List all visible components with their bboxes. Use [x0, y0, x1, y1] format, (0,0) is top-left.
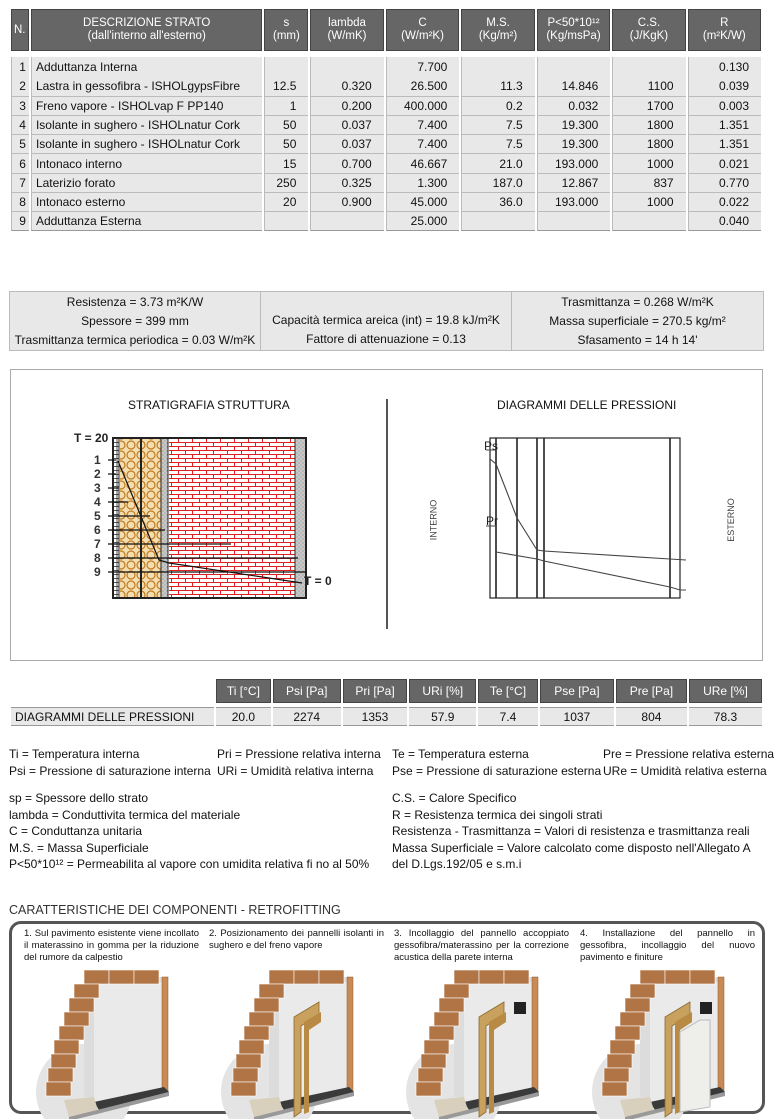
cell-r: 0.040 — [688, 211, 761, 230]
cell-ms — [461, 211, 534, 230]
cell-r: 0.021 — [688, 153, 761, 172]
row-number: 5 — [11, 134, 29, 153]
cell-ms: 187.0 — [461, 173, 534, 192]
pressure-header: Pri [Pa] — [343, 679, 408, 703]
cell-cs — [612, 57, 685, 76]
layer-inner-plaster — [161, 438, 168, 598]
row-description: Freno vapore - ISHOLvap F PP140 — [31, 96, 263, 115]
cell-s: 50 — [264, 115, 308, 134]
pressure-header: Te [°C] — [478, 679, 538, 703]
header-sublabel: (Kg/msPa) — [546, 30, 601, 42]
row-number: 4 — [11, 115, 29, 134]
pressure-row-label: DIAGRAMMI DELLE PRESSIONI — [11, 707, 214, 726]
layer-number-label: 8 — [94, 551, 101, 565]
row-description: Isolante in sughero - ISHOLnatur Cork — [31, 115, 263, 134]
legend-item: URi = Umidità relativa interna — [217, 763, 374, 778]
exterior-label: ESTERNO — [725, 498, 736, 542]
layer-table-body — [11, 57, 761, 231]
legend-item: M.S. = Massa Superficiale — [9, 840, 149, 855]
cell-cs: 1800 — [612, 134, 685, 153]
legend-item: R = Resistenza termica dei singoli strati — [392, 807, 603, 822]
legend-item: Pre = Pressione relativa esterna — [603, 747, 774, 761]
stratigraphy-title: STRATIGRAFIA STRUTTURA — [128, 398, 290, 412]
summary-col-3 — [512, 292, 763, 350]
cell-s: 12.5 — [264, 76, 308, 95]
cell-c: 7.700 — [386, 57, 460, 76]
legend-item: lambda = Conduttivita termica del materiale — [9, 807, 241, 822]
cell-ms: 36.0 — [461, 192, 534, 211]
header-label: N. — [14, 23, 26, 36]
retrofit-step — [580, 928, 755, 964]
legend-item: Massa Superficiale = Valore calcolato come disposto nell'Allegato A — [392, 840, 751, 855]
row-description: Adduttanza Interna — [31, 57, 263, 76]
legend-item: del D.Lgs.192/05 e s.m.i — [392, 857, 522, 871]
header-sublabel: (W/m²K) — [401, 30, 444, 42]
retrofit-step-text: 1. Sul pavimento esistente viene incollato il materassino in gomma per la riduzione del rumore da calpestio — [24, 928, 199, 963]
cell-lambda: 0.900 — [310, 192, 383, 211]
legend-ti-psi — [9, 746, 211, 779]
t-out-label: T = 0 — [304, 574, 332, 588]
cell-cs: 1700 — [612, 96, 685, 115]
retrofit-illustration — [209, 962, 379, 1119]
header-description — [31, 9, 263, 51]
cell-ms — [461, 57, 534, 76]
row-number: 8 — [11, 192, 29, 211]
row-description: Intonaco esterno — [31, 192, 263, 211]
layer-number-label: 9 — [94, 565, 101, 579]
diagram-panel — [10, 369, 763, 661]
row-number: 3 — [11, 96, 29, 115]
cell-cs: 1000 — [612, 153, 685, 172]
cell-lambda: 0.320 — [310, 76, 383, 95]
periodic-transmittance-value: Trasmittanza termica periodica = 0.03 W/m²K — [14, 332, 256, 347]
cell-c: 25.000 — [386, 211, 460, 230]
layer-table-header — [11, 9, 761, 51]
cell-p: 19.300 — [537, 115, 611, 134]
table-row — [11, 192, 761, 211]
phase-shift-value: Sfasamento = 14 h 14' — [577, 332, 698, 347]
pressure-value: 7.4 — [478, 707, 538, 726]
table-row — [11, 96, 761, 115]
cell-p: 14.846 — [537, 76, 611, 95]
pressure-value: 804 — [616, 707, 687, 726]
row-description: Intonaco interno — [31, 153, 263, 172]
row-description: Lastra in gessofibra - ISHOLgypsFibre — [31, 76, 263, 95]
cell-p: 193.000 — [537, 153, 611, 172]
row-description: Laterizio forato — [31, 173, 263, 192]
cell-ms: 11.3 — [461, 76, 534, 95]
cell-ms: 7.5 — [461, 115, 534, 134]
cell-r: 1.351 — [688, 115, 761, 134]
table-row — [11, 173, 761, 192]
header-p — [537, 9, 611, 51]
header-sublabel: (m²K/W) — [702, 30, 746, 42]
header-label: C — [418, 17, 427, 29]
retrofitting-title: CARATTERISTICHE DEI COMPONENTI - RETROFITTING — [9, 903, 341, 917]
layer-number-label: 5 — [94, 509, 101, 523]
legend-item: Te = Temperatura esterna — [392, 747, 529, 761]
cell-c: 400.000 — [386, 96, 460, 115]
header-label: P<50*10¹² — [547, 17, 600, 29]
table-row — [11, 57, 761, 76]
retrofit-illustration — [580, 962, 750, 1119]
pressure-value: 2274 — [273, 707, 341, 726]
pressure-diagram-title: DIAGRAMMI DELLE PRESSIONI — [497, 398, 677, 412]
legend-item: P<50*10¹² = Permeabilita al vapore con umidita relativa fi no al 50% — [9, 857, 370, 871]
legend-terms-right — [392, 790, 751, 873]
legend-item: C.S. = Calore Specifico — [392, 791, 517, 805]
header-lambda — [310, 9, 383, 51]
header-sublabel: (Kg/m²) — [478, 30, 518, 42]
cell-r: 0.770 — [688, 173, 761, 192]
row-description: Adduttanza Esterna — [31, 211, 263, 230]
retrofit-step-text: 4. Installazione del pannello in gessofibra, incollaggio del nuovo pavimento e finiture — [580, 928, 755, 963]
layer-table — [9, 9, 763, 231]
header-label: lambda — [328, 17, 366, 29]
header-cs — [612, 9, 685, 51]
cell-p — [537, 57, 611, 76]
cell-s — [264, 57, 308, 76]
cell-p: 193.000 — [537, 192, 611, 211]
layer-number-labels — [94, 453, 101, 579]
pressure-value: 78.3 — [689, 707, 762, 726]
retrofit-illustration — [24, 962, 194, 1119]
header-label: s — [283, 17, 290, 29]
cell-lambda: 0.037 — [310, 115, 383, 134]
surface-mass-value: Massa superficiale = 270.5 kg/m² — [549, 313, 726, 328]
cell-lambda: 0.700 — [310, 153, 383, 172]
row-number: 2 — [11, 76, 29, 95]
row-description: Isolante in sughero - ISHOLnatur Cork — [31, 134, 263, 153]
cell-r: 1.351 — [688, 134, 761, 153]
table-row — [11, 153, 761, 172]
header-c — [386, 9, 460, 51]
pressure-value: 1037 — [540, 707, 614, 726]
layer-brick — [169, 438, 295, 598]
layer-number-label: 3 — [94, 481, 101, 495]
layer-cork-2 — [142, 438, 161, 598]
cell-lambda: 0.200 — [310, 96, 383, 115]
retrofit-step — [24, 928, 199, 964]
pressure-header: URi [%] — [409, 679, 476, 703]
cell-s: 50 — [264, 134, 308, 153]
cell-c: 7.400 — [386, 134, 460, 153]
layer-number-label: 1 — [94, 453, 101, 467]
panel-divider — [386, 399, 388, 629]
thermal-capacity-value: Capacità termica areica (int) = 19.8 kJ/m²K — [272, 313, 500, 327]
layer-number-label: 7 — [94, 537, 101, 551]
interior-label: INTERNO — [428, 499, 439, 541]
legend-item: Ti = Temperatura interna — [9, 747, 140, 761]
cell-s: 15 — [264, 153, 308, 172]
layer-number-label: 6 — [94, 523, 101, 537]
cell-cs: 1100 — [612, 76, 685, 95]
row-number: 7 — [11, 173, 29, 192]
legend-item: Resistenza - Trasmittanza = Valori di resistenza e trasmittanza reali — [392, 824, 750, 838]
summary-box — [9, 291, 764, 351]
cell-p: 0.032 — [537, 96, 611, 115]
legend-item: Pse = Pressione di saturazione esterna — [392, 763, 602, 778]
row-number: 6 — [11, 153, 29, 172]
pressure-header: Psi [Pa] — [273, 679, 341, 703]
cell-c: 45.000 — [386, 192, 460, 211]
retrofit-step — [209, 928, 384, 952]
layer-cork-1 — [120, 438, 140, 598]
legend-item: Psi = Pressione di saturazione interna — [9, 763, 211, 778]
header-s — [264, 9, 308, 51]
row-number: 9 — [11, 211, 29, 230]
header-sublabel: (W/mK) — [327, 30, 367, 42]
cell-p: 12.867 — [537, 173, 611, 192]
pressure-value: 1353 — [343, 707, 408, 726]
cell-s — [264, 211, 308, 230]
legend-pre-ure — [603, 746, 774, 779]
cell-ms: 7.5 — [461, 134, 534, 153]
pressure-header: Ti [°C] — [216, 679, 271, 703]
header-sublabel: (J/KgK) — [629, 30, 669, 42]
cell-lambda: 0.325 — [310, 173, 383, 192]
pressure-header: URe [%] — [689, 679, 762, 703]
cell-ms: 21.0 — [461, 153, 534, 172]
pressure-header: Pse [Pa] — [540, 679, 614, 703]
thickness-value: Spessore = 399 mm — [81, 313, 189, 328]
header-label: M.S. — [486, 17, 510, 29]
legend-item: sp = Spessore dello strato — [9, 791, 149, 805]
header-label: DESCRIZIONE STRATO — [83, 17, 211, 29]
attenuation-factor-value: Fattore di attenuazione = 0.13 — [306, 332, 466, 346]
cell-c: 26.500 — [386, 76, 460, 95]
header-sublabel: (mm) — [273, 30, 300, 42]
table-row — [11, 134, 761, 153]
pressure-value: 20.0 — [216, 707, 271, 726]
cell-r: 0.130 — [688, 57, 761, 76]
retrofit-illustration — [394, 962, 564, 1119]
retrofit-step-text: 2. Posizionamento dei pannelli isolanti in sughero e del freno vapore — [209, 928, 384, 951]
legend-item: URe = Umidità relativa esterna — [603, 763, 767, 778]
cell-ms: 0.2 — [461, 96, 534, 115]
pressure-value: 57.9 — [409, 707, 476, 726]
layer-number-label: 2 — [94, 467, 101, 481]
pressure-table-row — [11, 707, 762, 726]
cell-r: 0.039 — [688, 76, 761, 95]
retrofit-step-text: 3. Incollaggio del pannello accoppiato gessofibra/materassino per la correzione acustica della parete interna — [394, 928, 569, 963]
pressure-table-header — [11, 679, 762, 703]
pressure-frame — [490, 438, 680, 598]
stratigraphy-diagram — [66, 430, 346, 600]
summary-col-2 — [261, 292, 512, 350]
row-number: 1 — [11, 57, 29, 76]
cell-s: 1 — [264, 96, 308, 115]
retrofit-step — [394, 928, 569, 964]
pressure-table — [9, 679, 764, 726]
pressure-header: Pre [Pa] — [616, 679, 687, 703]
cell-lambda: 0.037 — [310, 134, 383, 153]
cell-p: 19.300 — [537, 134, 611, 153]
cell-lambda — [310, 211, 383, 230]
header-blank — [11, 679, 214, 703]
cell-cs: 1000 — [612, 192, 685, 211]
header-n — [11, 9, 29, 51]
transmittance-value: Trasmittanza = 0.268 W/m²K — [561, 294, 714, 309]
header-r — [688, 9, 761, 51]
header-label: C.S. — [637, 17, 661, 29]
cell-lambda — [310, 57, 383, 76]
legend-pri-uri — [217, 746, 381, 779]
legend-terms-left — [9, 790, 369, 873]
resistance-value: Resistenza = 3.73 m²K/W — [66, 294, 204, 309]
legend-item: Pri = Pressione relativa interna — [217, 747, 381, 761]
table-row — [11, 211, 761, 230]
table-row — [11, 115, 761, 134]
cell-s: 250 — [264, 173, 308, 192]
cell-cs: 1800 — [612, 115, 685, 134]
header-ms — [461, 9, 534, 51]
cell-cs: 837 — [612, 173, 685, 192]
cell-cs — [612, 211, 685, 230]
header-label: R — [720, 17, 729, 29]
cell-c: 7.400 — [386, 115, 460, 134]
t-in-label: T = 20 — [74, 431, 109, 445]
layer-number-label: 4 — [94, 495, 101, 509]
header-sublabel: (dall'interno all'esterno) — [87, 30, 206, 42]
pressure-diagram — [466, 430, 686, 605]
cell-r: 0.022 — [688, 192, 761, 211]
pr-label: Pr — [486, 514, 498, 528]
ps-label: Ps — [484, 439, 499, 453]
cell-c: 1.300 — [386, 173, 460, 192]
cell-p — [537, 211, 611, 230]
table-row — [11, 76, 761, 95]
cell-r: 0.003 — [688, 96, 761, 115]
cell-c: 46.667 — [386, 153, 460, 172]
retrofitting-box — [9, 921, 765, 1114]
legend-item: C = Conduttanza unitaria — [9, 824, 143, 838]
summary-col-1 — [10, 292, 261, 350]
legend-te-pse — [392, 746, 601, 779]
cell-s: 20 — [264, 192, 308, 211]
